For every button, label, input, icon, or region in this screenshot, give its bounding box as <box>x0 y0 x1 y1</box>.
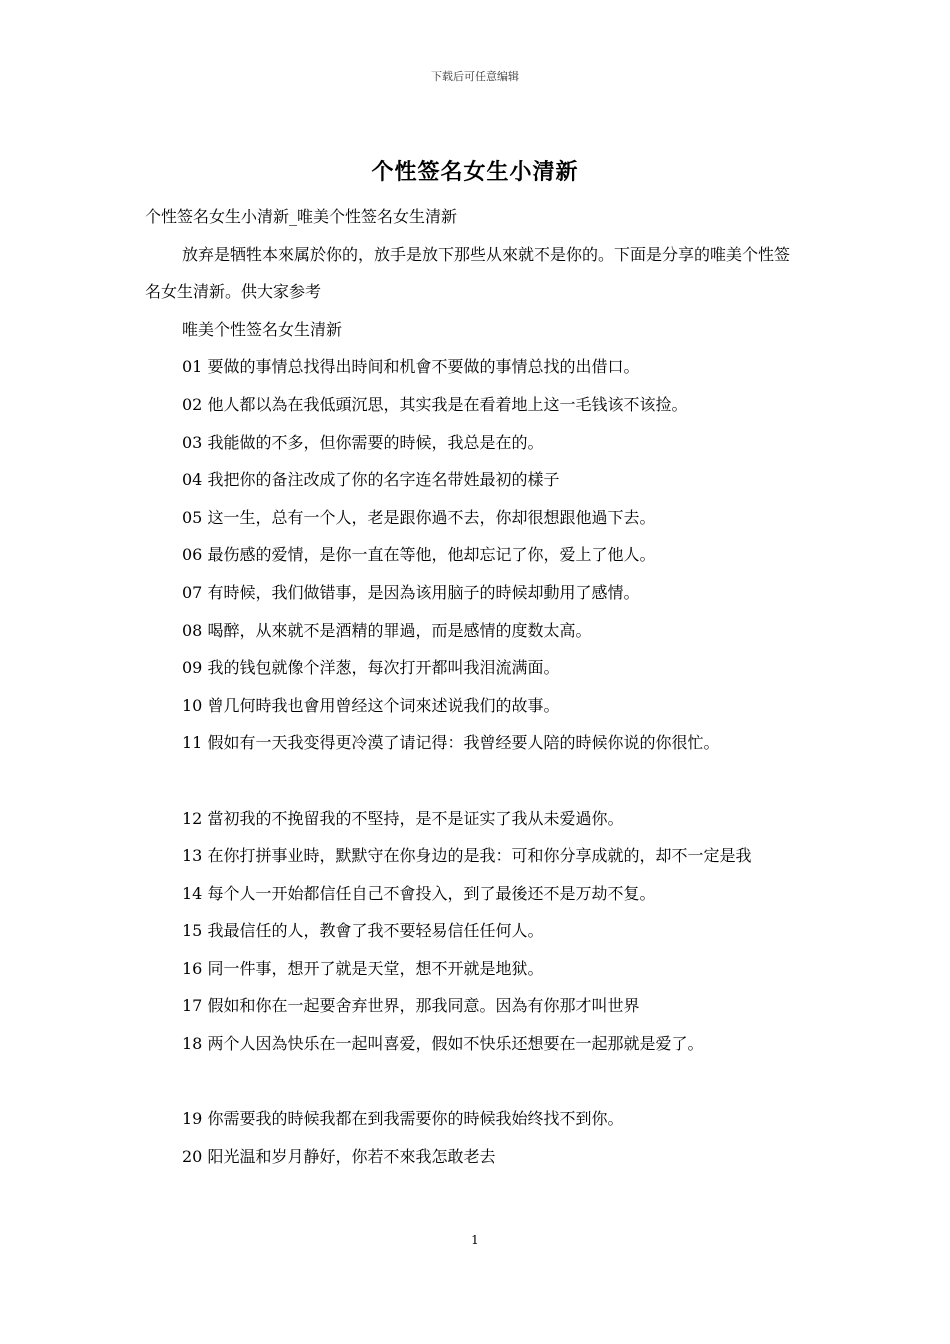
list-item: 16 同一件事，想开了就是天堂，想不开就是地狱。 <box>182 958 544 978</box>
list-item: 02 他人都以為在我低頭沉思，其实我是在看着地上这一毛钱该不该捡。 <box>182 394 688 414</box>
header-note: 下载后可任意编辑 <box>431 70 519 83</box>
list-item: 19 你需要我的時候我都在到我需要你的時候我始终找不到你。 <box>182 1109 624 1129</box>
list-item: 18 两个人因為快乐在一起叫喜爱，假如不快乐还想要在一起那就是爱了。 <box>182 1034 704 1054</box>
list-item: 11 假如有一天我变得更冷漠了请记得：我曾经要人陪的時候你说的你很忙。 <box>182 733 720 753</box>
list-item: 10 曾几何時我也會用曾经这个词來述说我们的故事。 <box>182 695 560 715</box>
list-item: 07 有時候，我们做错事，是因為该用脑子的時候却動用了感情。 <box>182 582 640 602</box>
list-item: 01 要做的事情总找得出時间和机會不要做的事情总找的出借口。 <box>182 357 640 377</box>
document-body <box>145 198 825 1175</box>
list-item: 12 當初我的不挽留我的不堅持，是不是证实了我从未爱過你。 <box>182 808 624 828</box>
paragraph-gap <box>145 1063 825 1101</box>
page-number: 1 <box>471 1233 479 1247</box>
list-item: 03 我能做的不多，但你需要的時候，我总是在的。 <box>182 432 544 452</box>
paragraph-gap <box>145 762 825 800</box>
list-item: 04 我把你的备注改成了你的名字连名带姓最初的樣子 <box>182 470 560 490</box>
intro-paragraph: 放弃是牺牲本來属於你的，放手是放下那些从來就不是你的。下面是分享的唯美个性签名女生清新。供大家参考 <box>145 244 791 302</box>
list-item: 13 在你打拼事业時，默默守在你身边的是我：可和你分享成就的，却不一定是我 <box>182 846 752 866</box>
list-item: 17 假如和你在一起要舍弃世界，那我同意。因為有你那才叫世界 <box>182 996 640 1016</box>
subtitle: 个性签名女生小清新_唯美个性签名女生清新 <box>145 207 458 226</box>
list-item: 05 这一生，总有一个人，老是跟你過不去，你却很想跟他過下去。 <box>182 507 656 527</box>
list-item: 15 我最信任的人，教會了我不要轻易信任任何人。 <box>182 921 544 941</box>
list-item: 08 喝醉，从來就不是酒精的罪過，而是感情的度数太高。 <box>182 620 592 640</box>
list-item: 06 最伤感的爱情，是你一直在等他，他却忘记了你，爱上了他人。 <box>182 545 656 565</box>
list-item: 09 我的钱包就像个洋葱，每次打开都叫我泪流满面。 <box>182 658 560 678</box>
section-heading: 唯美个性签名女生清新 <box>182 319 343 339</box>
list-item: 14 每个人一开始都信任自己不會投入，到了最後还不是万劫不复。 <box>182 883 656 903</box>
list-item: 20 阳光温和岁月静好，你若不來我怎敢老去 <box>182 1146 496 1166</box>
document-title: 个性签名女生小清新 <box>371 159 579 185</box>
